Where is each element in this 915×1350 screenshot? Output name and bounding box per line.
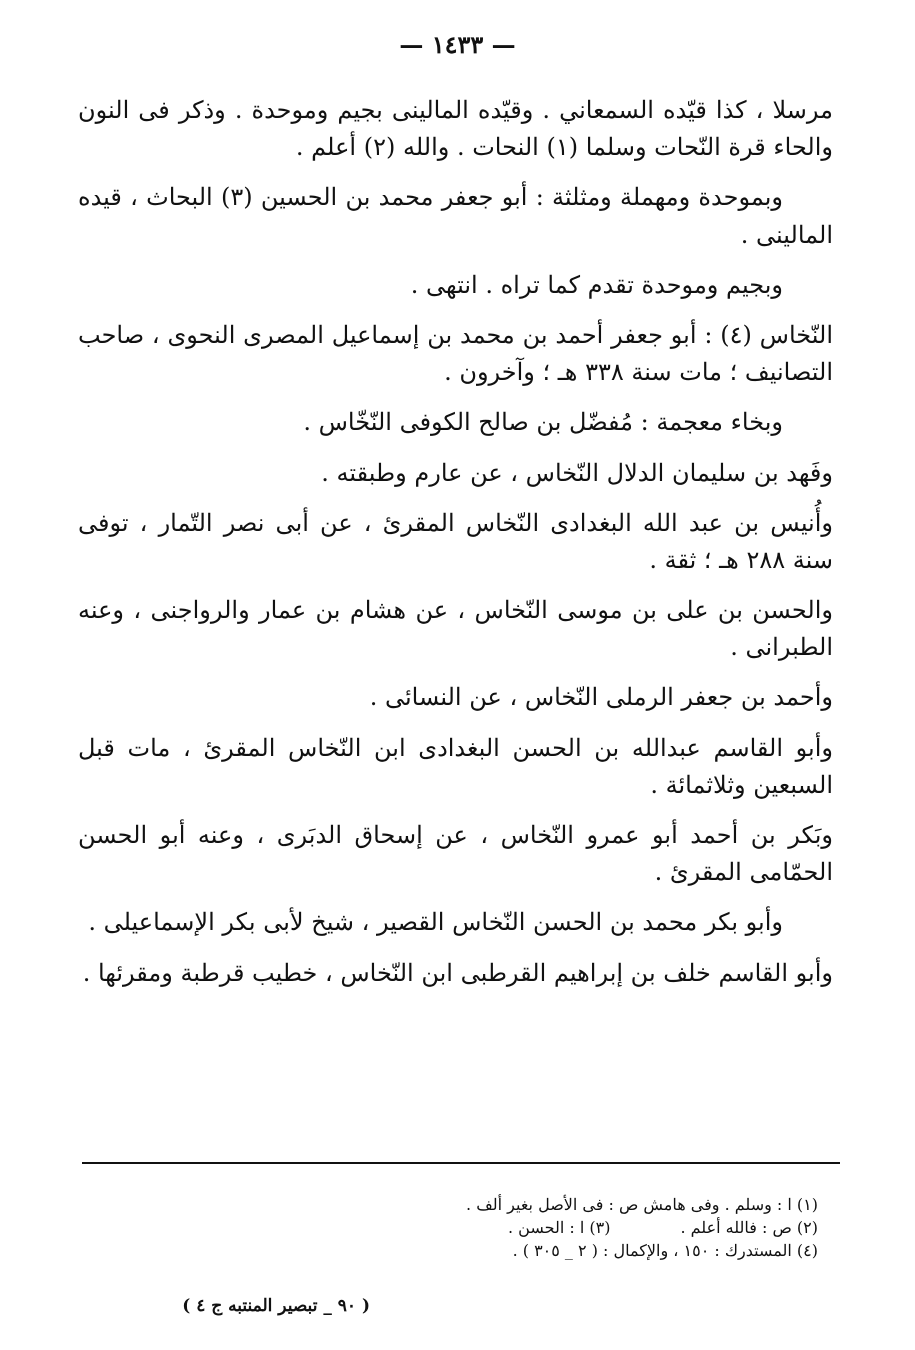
paragraph: وبموحدة ومهملة ومثلثة : أبو جعفر محمد بن الحسين (٣) البحاث ، قيده المالينى . xyxy=(78,183,833,249)
footnote: (٢) ص : فالله أعلم . xyxy=(680,1218,818,1238)
paragraph: وأبو القاسم عبدالله بن الحسن البغدادى ابن النّخاس المقرئ ، مات قبل السبعين وثلاثمائة . xyxy=(78,733,833,799)
paragraph: والحسن بن على بن موسى النّخاس ، عن هشام بن عمار والرواجنى ، وعنه الطبرانى . xyxy=(78,596,833,662)
footnote: (١) ا : وسلم . وفى هامش ص : فى الأصل بغير ألف . xyxy=(466,1195,818,1214)
footnotes xyxy=(78,1193,818,1263)
signature-mark: ( ٩٠ _ تبصير المنتبه ج ٤ ) xyxy=(182,1296,370,1316)
paragraph: النّخاس (٤) : أبو جعفر أحمد بن محمد بن إسماعيل المصرى النحوى ، صاحب التصانيف ؛ مات سنة ٣٣٨ هـ ؛ وآخرون . xyxy=(78,320,833,387)
paragraph: وأبو القاسم خلف بن إبراهيم القرطبى ابن النّخاس ، خطيب قرطبة ومقرئها . xyxy=(82,958,833,987)
footnote-divider xyxy=(82,1162,840,1164)
paragraph: وفَهد بن سليمان الدلال النّخاس ، عن عارم وطبقته . xyxy=(321,458,833,487)
paragraph: وبجيم وموحدة تقدم كما تراه . انتهى . xyxy=(410,270,783,299)
body-text xyxy=(78,92,833,1005)
paragraph: مرسلا ، كذا قيّده السمعاني . وقيّده المالينى بجيم وموحدة . وذكر فى النون والحاء قرة النّحات وسلما (١) النحات . والله (٢) أعلم . xyxy=(78,96,833,162)
paragraph: وأحمد بن جعفر الرملى النّخاس ، عن النسائى . xyxy=(369,683,833,712)
paragraph: وأُنيس بن عبد الله البغدادى النّخاس المقرئ ، عن أبى نصر التّمار ، توفى سنة ٢٨٨ هـ ؛ ثقة . xyxy=(78,508,833,574)
paragraph: وبخاء معجمة : مُفضّل بن صالح الكوفى النّخّاس . xyxy=(303,408,783,437)
footnote: (٣) ا : الحسن . xyxy=(508,1218,611,1238)
footnote: (٤) المستدرك : ١٥٠ ، والإكمال : ( ٢ _ ٣٠٥ ) . xyxy=(512,1241,818,1261)
paragraph: وبَكر بن أحمد أبو عمرو النّخاس ، عن إسحاق الدبَرى ، وعنه أبو الحسن الحمّامى المقرئ . xyxy=(78,821,833,887)
paragraph: وأبو بكر محمد بن الحسن النّخاس القصير ، شيخ لأبى بكر الإسماعيلى . xyxy=(88,908,783,937)
footnote-row xyxy=(78,1216,818,1239)
page-number: — ١٤٣٣ — xyxy=(399,30,516,59)
